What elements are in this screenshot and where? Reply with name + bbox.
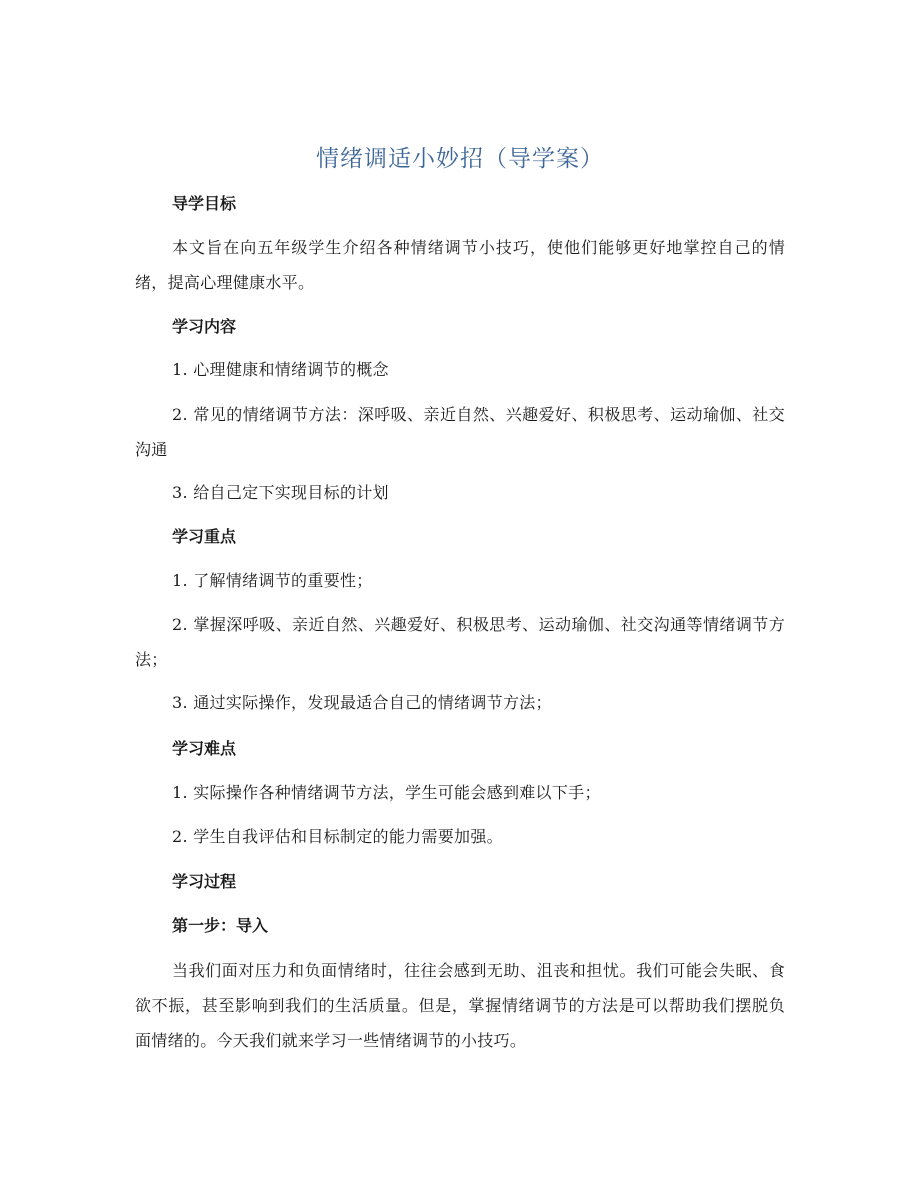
section-heading-content: 学习内容 bbox=[172, 317, 237, 336]
intro-paragraph: 当我们面对压力和负面情绪时，往往会感到无助、沮丧和担忧。我们可能会失眠、食欲不振，甚至影响到我们的生活质量。但是，掌握情绪调节的方法是可以帮助我们摆脱负面情绪的。今天我们就来学习一些情绪调节的小技巧。 bbox=[135, 961, 785, 1050]
section-heading-key-points: 学习重点 bbox=[172, 527, 237, 546]
goals-paragraph: 本文旨在向五年级学生介绍各种情绪调节小技巧，使他们能够更好地掌控自己的情绪，提高心理健康水平。 bbox=[135, 238, 785, 292]
section-heading-goals: 导学目标 bbox=[172, 194, 237, 213]
key-point-item-3: 3. 通过实际操作，发现最适合自己的情绪调节方法； bbox=[172, 693, 552, 712]
document-title: 情绪调适小妙招（导学案） bbox=[316, 146, 604, 172]
difficulty-item-2: 2. 学生自我评估和目标制定的能力需要加强。 bbox=[172, 827, 503, 846]
content-item-1: 1. 心理健康和情绪调节的概念 bbox=[172, 360, 389, 379]
content-item-3: 3. 给自己定下实现目标的计划 bbox=[172, 483, 389, 502]
section-heading-difficulties: 学习难点 bbox=[172, 739, 237, 758]
step-one-heading: 第一步：导入 bbox=[172, 916, 269, 935]
difficulty-item-1: 1. 实际操作各种情绪调节方法，学生可能会感到难以下手； bbox=[172, 783, 601, 802]
content-item-2: 2. 常见的情绪调节方法：深呼吸、亲近自然、兴趣爱好、积极思考、运动瑜伽、社交沟通 bbox=[135, 405, 785, 459]
section-heading-process: 学习过程 bbox=[172, 872, 237, 891]
key-point-item-1: 1. 了解情绪调节的重要性； bbox=[172, 571, 373, 590]
key-point-item-2: 2. 掌握深呼吸、亲近自然、兴趣爱好、积极思考、运动瑜伽、社交沟通等情绪调节方法； bbox=[135, 615, 785, 669]
